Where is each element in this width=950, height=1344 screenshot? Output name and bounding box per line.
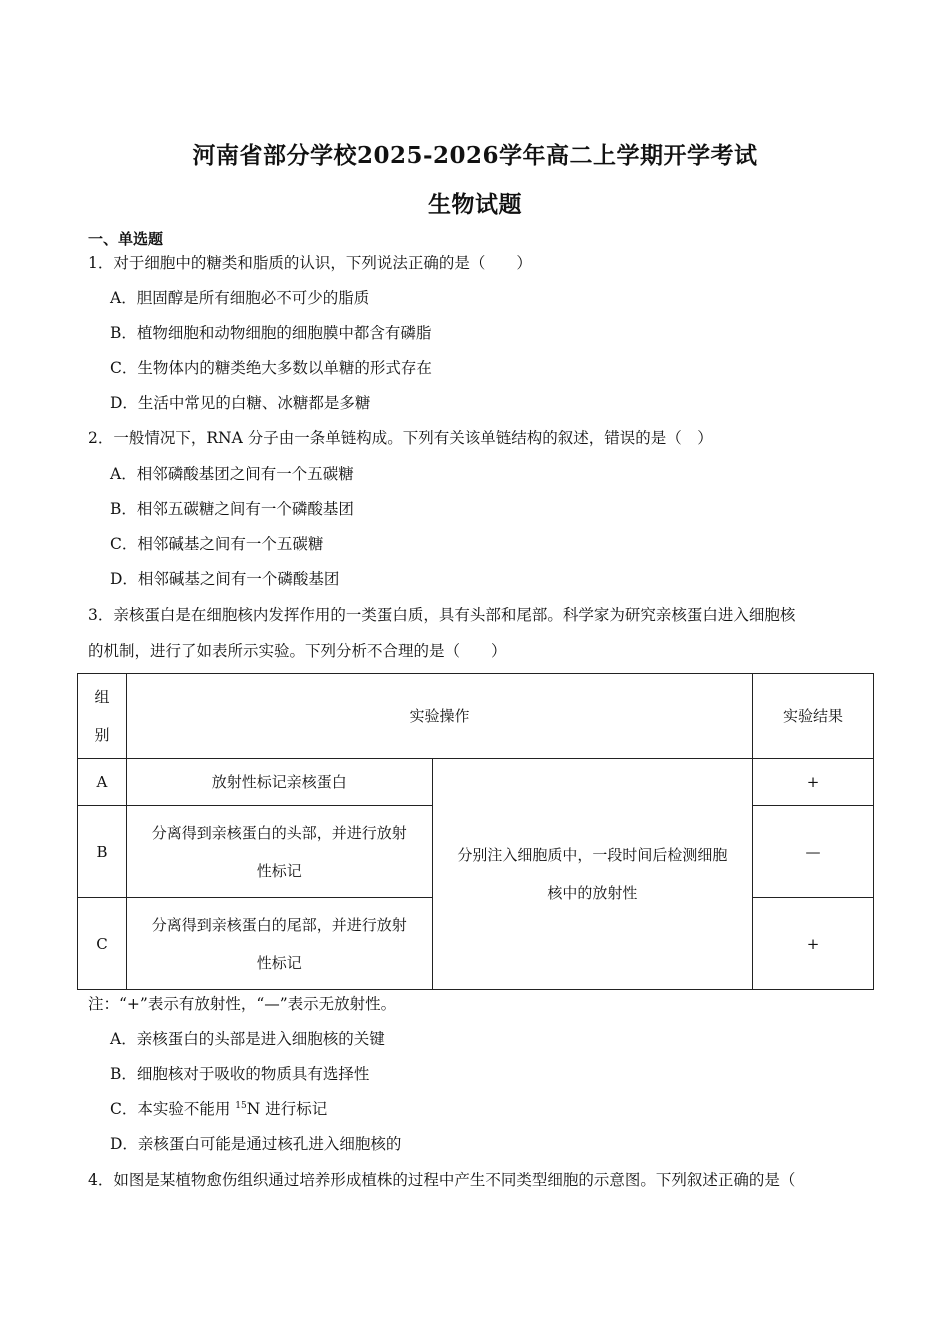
document-subtitle: 生物试题 — [428, 191, 522, 218]
q4-stem: 4．如图是某植物愈伤组织通过培养形成植株的过程中产生不同类型细胞的示意图。下列叙述正确的是（ — [88, 1171, 796, 1189]
header-operation: 实验操作 — [126, 674, 752, 759]
header-group-char2: 别 — [94, 726, 110, 744]
header-group-char1: 组 — [94, 688, 110, 706]
row-b-operation-line1: 分离得到亲核蛋白的头部，并进行放射 — [151, 823, 407, 842]
q1-option-d: D．生活中常见的白糖、冰糖都是多糖 — [110, 394, 371, 412]
q1-option-a: A．胆固醇是所有细胞必不可少的脂质 — [110, 289, 370, 307]
row-b-group: B — [78, 806, 127, 898]
header-result: 实验结果 — [753, 674, 874, 759]
q3-option-c-suffix: N 进行标记 — [246, 1100, 328, 1118]
q3-stem-line1: 3．亲核蛋白是在细胞核内发挥作用的一类蛋白质，具有头部和尾部。科学家为研究亲核蛋白进入细胞核 — [88, 606, 796, 624]
q1-option-c: C．生物体内的糖类绝大多数以单糖的形式存在 — [110, 359, 432, 377]
q1-stem: 1．对于细胞中的糖类和脂质的认识，下列说法正确的是（ ） — [88, 254, 532, 272]
q3-stem-line2: 的机制，进行了如表所示实验。下列分析不合理的是（ ） — [88, 642, 507, 660]
q1-option-b: B．植物细胞和动物细胞的细胞膜中都含有磷脂 — [110, 324, 432, 342]
row-b-operation — [126, 806, 432, 898]
document-title: 河南省部分学校2025-2026学年高二上学期开学考试 — [192, 142, 758, 169]
q2-stem: 2．一般情况下，RNA 分子由一条单链构成。下列有关该单链结构的叙述，错误的是（ ） — [88, 429, 713, 447]
section-heading: 一、单选题 — [88, 230, 164, 248]
row-a-operation: 放射性标记亲核蛋白 — [126, 759, 432, 806]
row-c-operation — [126, 898, 432, 990]
q2-option-d: D．相邻碱基之间有一个磷酸基团 — [110, 570, 340, 588]
shared-operation-line1: 分别注入细胞质中，一段时间后检测细胞 — [457, 846, 728, 864]
row-b-operation-line2: 性标记 — [256, 861, 302, 880]
q3-option-d: D．亲核蛋白可能是通过核孔进入细胞核的 — [110, 1135, 402, 1153]
q2-option-a: A．相邻磷酸基团之间有一个五碳糖 — [110, 465, 354, 483]
row-c-operation-line2: 性标记 — [256, 953, 302, 972]
row-b-result: — — [753, 806, 874, 898]
q3-option-c-prefix: C．本实验不能用 — [110, 1100, 236, 1118]
q2-option-b: B．相邻五碳糖之间有一个磷酸基团 — [110, 500, 354, 518]
experiment-table — [77, 673, 874, 990]
isotope-mass-number: 15 — [235, 1101, 247, 1111]
row-c-group: C — [78, 898, 127, 990]
header-group — [78, 674, 127, 759]
q3-option-b: B．细胞核对于吸收的物质具有选择性 — [110, 1065, 370, 1083]
row-a-group: A — [78, 759, 127, 806]
shared-operation — [432, 759, 753, 990]
q3-option-c — [110, 1099, 327, 1119]
row-c-operation-line1: 分离得到亲核蛋白的尾部，并进行放射 — [151, 915, 407, 934]
q2-option-c: C．相邻碱基之间有一个五碳糖 — [110, 535, 324, 553]
shared-operation-line2: 核中的放射性 — [547, 884, 638, 902]
row-a-result: + — [753, 759, 874, 806]
table-note: 注：“+”表示有放射性，“—”表示无放射性。 — [88, 995, 397, 1013]
q3-option-a: A．亲核蛋白的头部是进入细胞核的关键 — [110, 1030, 385, 1048]
row-c-result: + — [753, 898, 874, 990]
